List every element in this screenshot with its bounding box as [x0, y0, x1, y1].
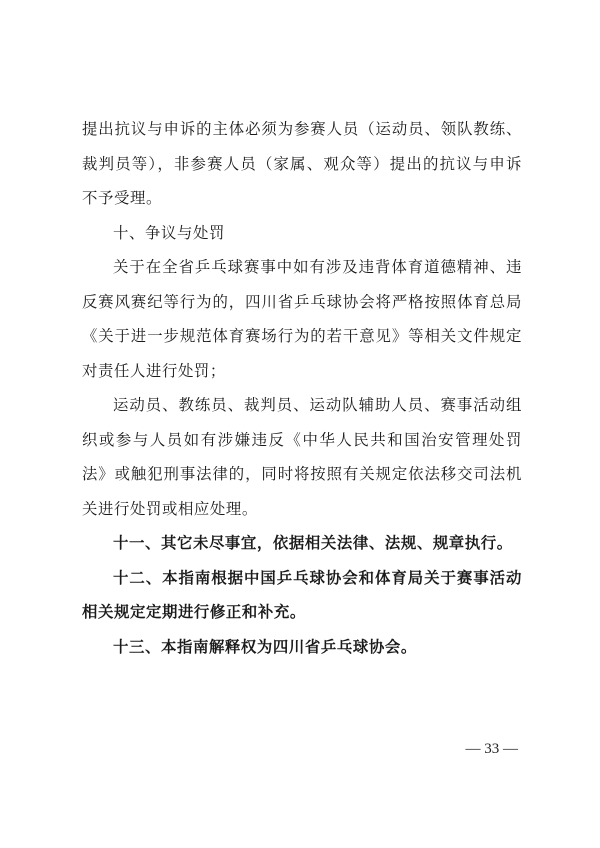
section-thirteen-interpretation: 十三、本指南解释权为四川省乒乓球协会。 [113, 637, 417, 656]
page-number: — 33 — [465, 741, 518, 757]
paragraph-legal-violations: 运动员、教练员、裁判员、运动队辅助人员、赛事活动组织或参与人员如有涉嫌违反《中华人民共和国治安管理处罚法》或触犯刑事法律的，同时将按照有关规定依法移交司法机关进行处罚或相应处理。 [82, 396, 522, 518]
section-heading-disputes-penalties: 十、争议与处罚 [113, 223, 225, 242]
section-twelve-revisions: 十二、本指南根据中国乒乓球协会和体育局关于赛事活动相关规定定期进行修正和补充。 [82, 568, 522, 621]
paragraph-protest-subjects: 提出抗议与申诉的主体必须为参赛人员（运动员、领队教练、裁判员等），非参赛人员（家属、观众等）提出的抗议与申诉不予受理。 [82, 120, 522, 207]
section-eleven-other-matters: 十一、其它未尽事宜，依据相关法律、法规、规章执行。 [113, 534, 513, 552]
document-body [82, 112, 522, 664]
paragraph-sportsmanship-violations: 关于在全省乒乓球赛事中如有涉及违背体育道德精神、违反赛风赛纪等行为的，四川省乒乓球协会将严格按照体育总局《关于进一步规范体育赛场行为的若干意见》等相关文件规定对责任人进行处罚； [82, 258, 522, 380]
